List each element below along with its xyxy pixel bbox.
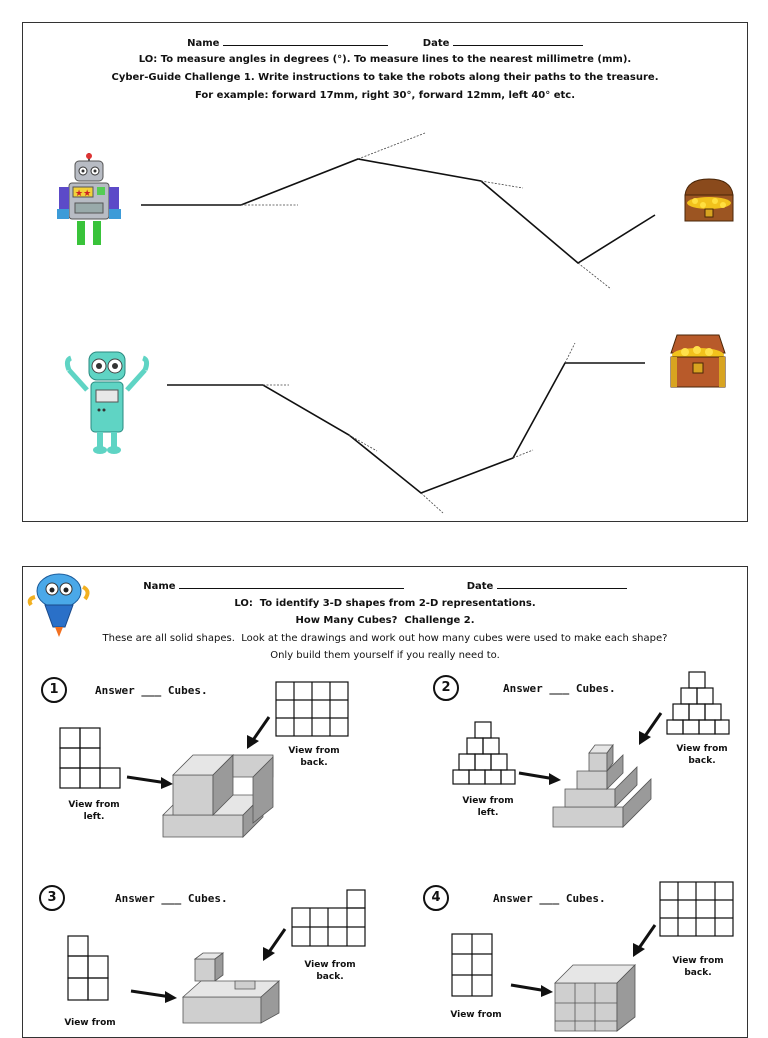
name-blank bbox=[179, 579, 404, 589]
view-from-left-label: View from bbox=[64, 1018, 116, 1028]
cube-shape-3 bbox=[181, 953, 291, 1023]
view-from-left-label: View from left. bbox=[68, 800, 120, 822]
cube-shape-4 bbox=[555, 961, 655, 1031]
learning-objective: LO: To identify 3-D shapes from 2-D representations. bbox=[234, 598, 536, 609]
back-view-grid bbox=[275, 681, 349, 737]
date-label: Date bbox=[466, 581, 494, 592]
instructions-line-1: These are all solid shapes. Look at the drawings and work out how many cubes were used to make each shape? bbox=[102, 633, 668, 644]
challenge-title: Cyber-Guide Challenge 1. Write instructions to take the robots along their paths to the treasure. bbox=[111, 72, 659, 83]
challenge-title: How Many Cubes? Challenge 2. bbox=[295, 615, 475, 626]
question-number: 1 bbox=[41, 677, 67, 703]
back-view-grid bbox=[659, 881, 735, 937]
treasure-chest-icon bbox=[667, 331, 729, 393]
name-label: Name bbox=[143, 581, 176, 592]
view-from-back-label: View from back. bbox=[676, 744, 728, 766]
answer-line: Answer ___ Cubes. bbox=[115, 892, 228, 905]
cube-shape-2 bbox=[553, 741, 653, 831]
worksheet-cubes bbox=[22, 566, 748, 1038]
cube-shape-1 bbox=[163, 753, 275, 845]
view-from-back-label: View from back. bbox=[288, 746, 340, 768]
question-number: 4 bbox=[423, 885, 449, 911]
example-text: For example: forward 17mm, right 30°, forward 12mm, left 40° etc. bbox=[194, 90, 576, 101]
learning-objective: LO: To measure angles in degrees (°). To measure lines to the nearest millimetre (mm). bbox=[138, 54, 632, 65]
name-label: Name bbox=[187, 38, 220, 49]
left-view-grid bbox=[451, 933, 495, 997]
worksheet-angles bbox=[22, 22, 748, 522]
answer-line: Answer ___ Cubes. bbox=[95, 684, 208, 697]
back-view-grid bbox=[667, 671, 731, 735]
view-from-left-label: View from bbox=[450, 1010, 502, 1020]
left-view-grid bbox=[67, 935, 111, 1001]
question-number: 2 bbox=[433, 675, 459, 701]
treasure-chest-icon bbox=[681, 173, 737, 229]
svg-text:★★: ★★ bbox=[75, 189, 92, 199]
view-from-back-label: View from back. bbox=[304, 960, 356, 982]
view-from-left-label: View from left. bbox=[462, 796, 514, 818]
left-view-grid bbox=[453, 721, 517, 785]
robot-icon bbox=[53, 153, 125, 248]
back-view-grid bbox=[291, 889, 367, 947]
question-number: 3 bbox=[39, 885, 65, 911]
date-label: Date bbox=[422, 38, 450, 49]
name-date-line bbox=[23, 579, 747, 592]
instructions-line-2: Only build them yourself if you really need to. bbox=[270, 650, 500, 661]
date-blank bbox=[497, 579, 627, 589]
left-view-grid bbox=[59, 727, 121, 789]
view-from-back-label: View from back. bbox=[672, 956, 724, 978]
answer-line: Answer ___ Cubes. bbox=[503, 682, 616, 695]
robot-icon bbox=[59, 348, 155, 460]
answer-line: Answer ___ Cubes. bbox=[493, 892, 606, 905]
